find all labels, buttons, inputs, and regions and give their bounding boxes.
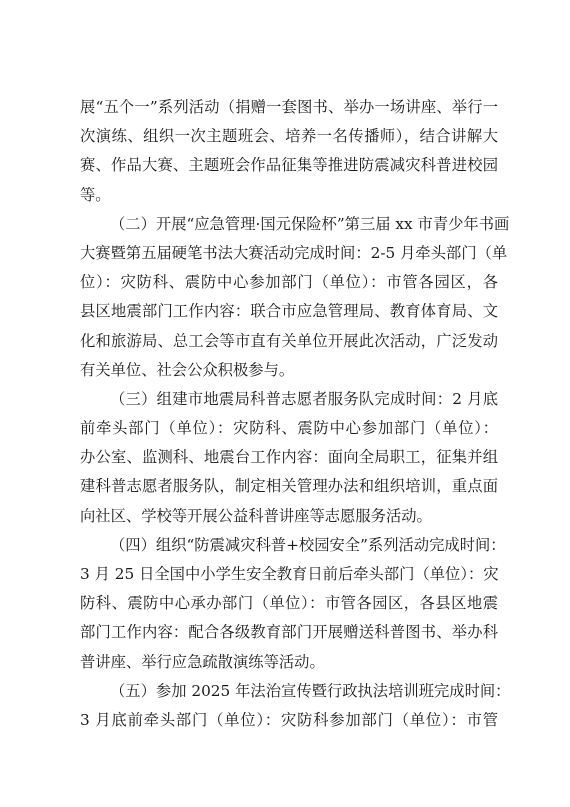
text-line: 建科普志愿者服务队，制定相关管理办法和组织培训，重点面 (80, 477, 498, 496)
text-line: 3 月底前牵头部门（单位）：灾防科参加部门（单位）：市管 (80, 710, 498, 729)
text-line: 次演练、组织一次主题班会、培养一名传播师），结合讲解大 (80, 127, 498, 146)
text-line: 普讲座、举行应急疏散演练等活动。 (80, 652, 325, 671)
section-heading-line: （二）开展“应急管理·国元保险杯”第三届 xx 市青少年书画 (110, 214, 510, 233)
text-line: 有关单位、社会公众积极参与。 (80, 360, 295, 379)
section-heading-line: （五）参加 2025 年法治宣传暨行政执法培训班完成时间： (110, 681, 511, 700)
text-line: 部门工作内容：配合各级教育部门开展赠送科普图书、举办科 (80, 623, 498, 642)
paragraph-section-3 (80, 385, 498, 531)
paragraph-section-2 (80, 210, 510, 385)
text-line: 大赛暨第五届硬笔书法大赛活动完成时间：2-5 月牵头部门（单 (80, 243, 508, 262)
text-line: 县区地震部门工作内容：联合市应急管理局、教育体育局、文 (80, 302, 498, 321)
text-line: 等。 (80, 185, 111, 204)
text-line: 防科、震防中心承办部门（单位）：市管各园区，各县区地震 (80, 594, 498, 613)
text-line: 化和旅游局、总工会等市直有关单位开展此次活动，广泛发动 (80, 331, 498, 350)
text-line: 位）：灾防科、震防中心参加部门（单位）：市管各园区，各 (80, 273, 498, 292)
section-heading-line: （三）组建市地震局科普志愿者服务队完成时间：2 月底 (110, 389, 498, 408)
text-line: 办公室、监测科、地震台工作内容：面向全局职工，征集并组 (80, 448, 498, 467)
paragraph-section-4 (80, 531, 506, 677)
text-line: 前牵头部门（单位）：灾防科、震防中心参加部门（单位）： (80, 419, 498, 438)
paragraph-five-ones-activities (80, 93, 498, 210)
text-line: 3 月 25 日全国中小学生安全教育日前后牵头部门（单位）：灾 (80, 565, 499, 583)
text-line: 向社区、学校等开展公益科普讲座等志愿服务活动。 (80, 506, 432, 525)
section-heading-line: （四）组织“防震减灾科普+校园安全”系列活动完成时间： (110, 535, 506, 554)
document-body (80, 93, 511, 735)
text-line: 赛、作品大赛、主题班会作品征集等推进防震减灾科普进校园 (80, 156, 498, 175)
paragraph-section-5 (80, 677, 511, 735)
text-line: 展“五个一”系列活动（捐赠一套图书、举办一场讲座、举行一 (80, 98, 498, 116)
